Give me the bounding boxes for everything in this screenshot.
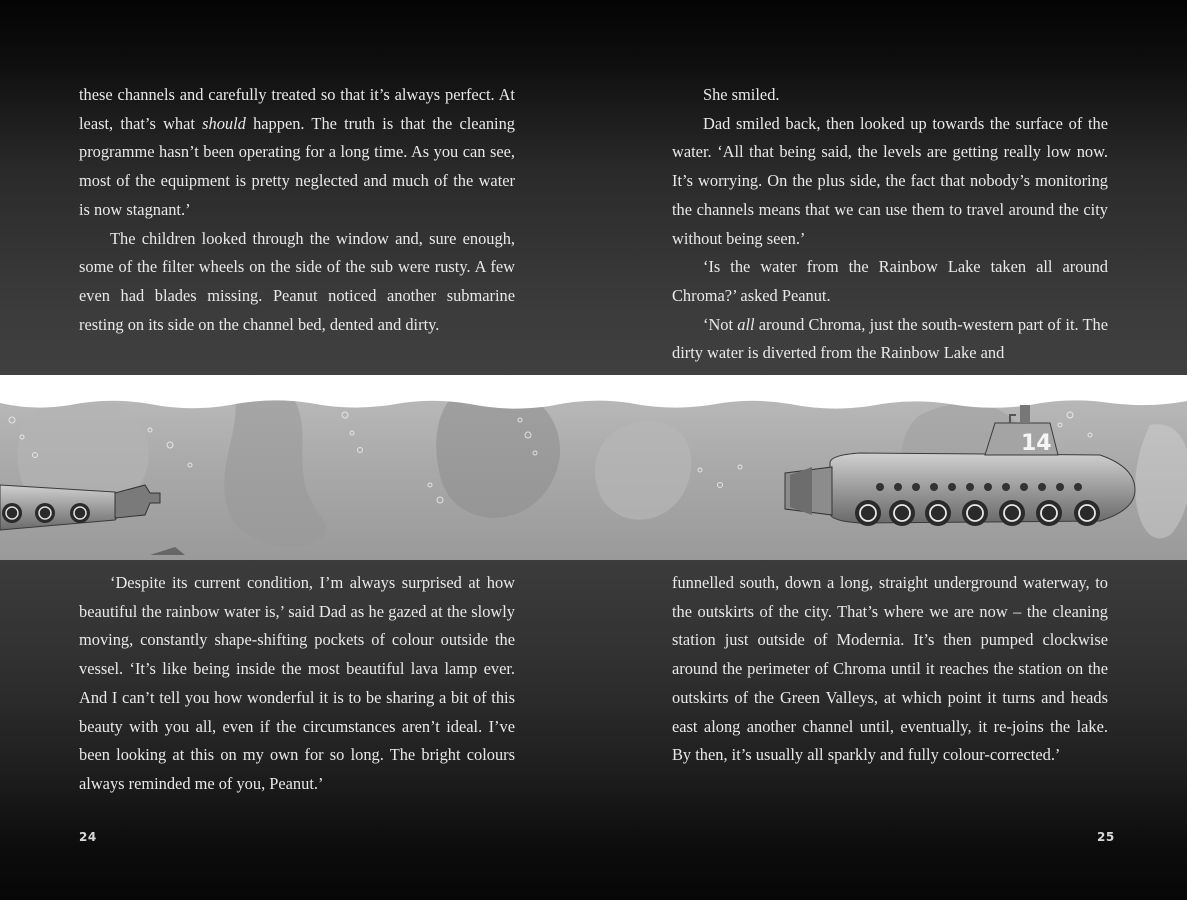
- page-number-left: 24: [79, 830, 97, 844]
- submarine-illustration: [0, 375, 1187, 560]
- paragraph: ‘Is the water from the Rainbow Lake taken all around Chroma?’ asked Peanut.: [672, 257, 1108, 305]
- paragraph: ‘Not all around Chroma, just the south-western part of it. The dirty water is diverted from the Rainbow Lake and: [672, 314, 1108, 363]
- left-page-top-text: [79, 81, 515, 339]
- right-page-bottom-text: [672, 569, 1108, 770]
- paragraph: funnelled south, down a long, straight underground waterway, to the outskirts of the city. That’s where we are now – the cleaning station just outside of Modernia. It’s then pumped clockwise around the perimeter of Chroma until it reaches the station on the outskirts of the Green Valleys, at which point it turns and heads east along another channel until, eventually, it re-joins the lake. By then, it’s usually all sparkly and fully colour-corrected.’: [672, 573, 1108, 765]
- right-page-top-text: [672, 81, 1108, 368]
- paragraph: The children looked through the window and, sure enough, some of the filter wheels on the side of the sub were rusty. A few even had blades missing. Peanut noticed another submarine resting on its side on the channel bed, dented and dirty.: [79, 228, 515, 334]
- paragraph: She smiled.: [703, 85, 780, 104]
- svg-text:14: 14: [1021, 431, 1052, 456]
- paragraph: Dad smiled back, then looked up towards the surface of the water. ‘All that being said, the levels are getting really low now. It’s worrying. On the plus side, the fact that nobody’s monitoring the channels means that we can use them to travel around the city without being seen.’: [672, 113, 1108, 248]
- paragraph: ‘Despite its current condition, I’m always surprised at how beautiful the rainbow water is,’ said Dad as he gazed at the slowly moving, constantly shape-shifting pockets of colour outside the vessel. ‘It’s like being inside the most beautiful lava lamp ever. And I can’t tell you how wonderful it is to be sharing a bit of this beauty with you all, even if the circumstances aren’t ideal. I’ve been looking at this on my own for so long. The bright colours always reminded me of you, Peanut.’: [79, 573, 515, 793]
- paragraph: these channels and carefully treated so that it’s always perfect. At least, that’s what should happen. The truth is that the cleaning programme hasn’t been operating for a long time. As you can see, most of the equipment is pretty neglected and much of the water is now stagnant.’: [79, 85, 515, 219]
- left-page-bottom-text: [79, 569, 515, 799]
- page-number-right: 25: [1097, 830, 1115, 844]
